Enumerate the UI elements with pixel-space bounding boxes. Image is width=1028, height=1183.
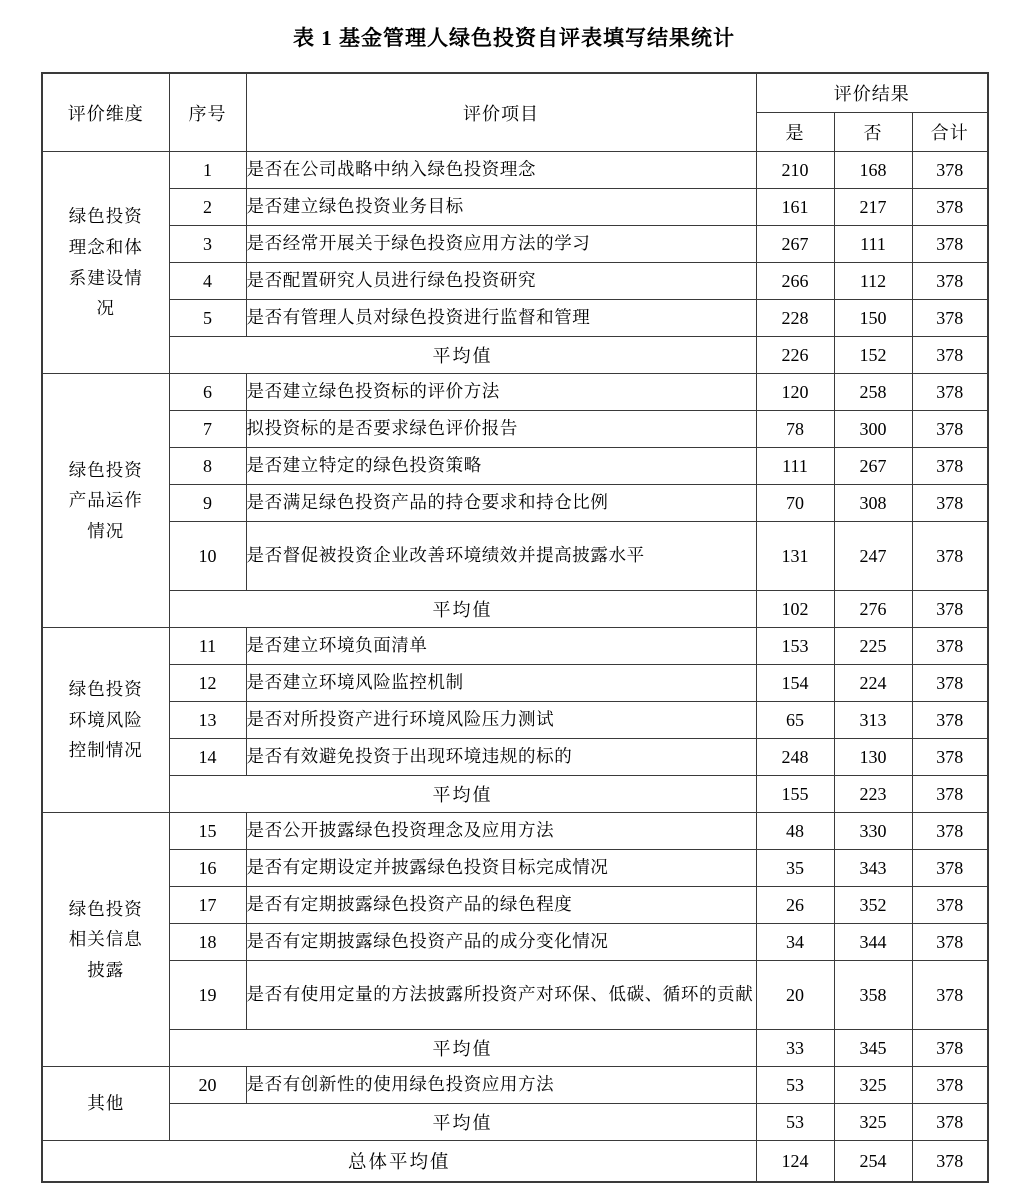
row-total-count: 378 (912, 739, 988, 776)
row-yes-count: 266 (756, 263, 834, 300)
row-item-text: 是否有效避免投资于出现环境违规的标的 (246, 739, 756, 776)
dimension-line: 情况 (87, 520, 125, 541)
dimension-line: 理念和体 (68, 236, 143, 257)
overall-average-no: 254 (834, 1141, 912, 1183)
row-no-count: 325 (834, 1067, 912, 1104)
row-no-count: 130 (834, 739, 912, 776)
dimension-line: 环境风险 (68, 709, 143, 730)
row-item-text: 是否有定期披露绿色投资产品的成分变化情况 (246, 924, 756, 961)
section-average-no: 276 (834, 591, 912, 628)
row-total-count: 378 (912, 665, 988, 702)
section-average-label: 平均值 (169, 1104, 756, 1141)
table-row (42, 887, 988, 924)
section-average-label: 平均值 (169, 337, 756, 374)
dimension-line: 相关信息 (68, 929, 143, 950)
row-item-text: 是否有定期披露绿色投资产品的绿色程度 (246, 887, 756, 924)
row-item-text: 是否满足绿色投资产品的持仓要求和持仓比例 (246, 485, 756, 522)
section-average-no: 223 (834, 776, 912, 813)
row-item-text: 是否有管理人员对绿色投资进行监督和管理 (246, 300, 756, 337)
row-seq: 18 (169, 924, 246, 961)
row-seq: 6 (169, 374, 246, 411)
dimension-line: 控制情况 (68, 740, 143, 761)
row-item-text: 是否公开披露绿色投资理念及应用方法 (246, 813, 756, 850)
dimension-cell-0 (42, 152, 169, 374)
dimension-cell-3 (42, 813, 169, 1067)
header-yes: 是 (756, 113, 834, 152)
row-total-count: 378 (912, 448, 988, 485)
table-row (42, 1067, 988, 1104)
dimension-cell-2 (42, 628, 169, 813)
table-row (42, 263, 988, 300)
row-no-count: 217 (834, 189, 912, 226)
section-average-yes: 102 (756, 591, 834, 628)
row-no-count: 343 (834, 850, 912, 887)
row-total-count: 378 (912, 924, 988, 961)
table-row (42, 628, 988, 665)
row-seq: 5 (169, 300, 246, 337)
row-seq: 7 (169, 411, 246, 448)
section-average-total: 378 (912, 1030, 988, 1067)
row-no-count: 150 (834, 300, 912, 337)
row-yes-count: 65 (756, 702, 834, 739)
row-no-count: 168 (834, 152, 912, 189)
row-no-count: 225 (834, 628, 912, 665)
table-body (42, 152, 988, 1183)
row-yes-count: 154 (756, 665, 834, 702)
row-seq: 13 (169, 702, 246, 739)
row-seq: 14 (169, 739, 246, 776)
dimension-line: 其他 (87, 1093, 125, 1114)
table-header (42, 73, 988, 152)
section-average-no: 325 (834, 1104, 912, 1141)
row-seq: 16 (169, 850, 246, 887)
row-seq: 4 (169, 263, 246, 300)
row-total-count: 378 (912, 189, 988, 226)
row-item-text: 是否建立绿色投资业务目标 (246, 189, 756, 226)
table-row (42, 411, 988, 448)
row-item-text: 是否建立特定的绿色投资策略 (246, 448, 756, 485)
section-average-yes: 226 (756, 337, 834, 374)
row-seq: 9 (169, 485, 246, 522)
table-row (42, 924, 988, 961)
row-no-count: 247 (834, 522, 912, 591)
row-seq: 19 (169, 961, 246, 1030)
row-yes-count: 210 (756, 152, 834, 189)
overall-average-row (42, 1141, 988, 1183)
section-average-total: 378 (912, 591, 988, 628)
row-yes-count: 53 (756, 1067, 834, 1104)
dimension-line: 绿色投资 (68, 679, 143, 700)
row-total-count: 378 (912, 850, 988, 887)
header-dimension: 评价维度 (42, 73, 169, 152)
row-seq: 17 (169, 887, 246, 924)
header-item: 评价项目 (246, 73, 756, 152)
header-row-primary (42, 73, 988, 113)
row-no-count: 313 (834, 702, 912, 739)
row-item-text: 是否督促被投资企业改善环境绩效并提高披露水平 (246, 522, 756, 591)
row-yes-count: 131 (756, 522, 834, 591)
dimension-line: 披露 (87, 959, 125, 980)
row-seq: 11 (169, 628, 246, 665)
table-row (42, 702, 988, 739)
row-no-count: 352 (834, 887, 912, 924)
table-row (42, 813, 988, 850)
section-average-yes: 33 (756, 1030, 834, 1067)
row-no-count: 344 (834, 924, 912, 961)
row-yes-count: 111 (756, 448, 834, 485)
row-item-text: 是否经常开展关于绿色投资应用方法的学习 (246, 226, 756, 263)
row-seq: 8 (169, 448, 246, 485)
header-result-group: 评价结果 (756, 73, 988, 113)
dimension-line: 产品运作 (68, 490, 143, 511)
dimension-line: 绿色投资 (68, 898, 143, 919)
page-title: 表 1 基金管理人绿色投资自评表填写结果统计 (293, 26, 735, 50)
row-seq: 10 (169, 522, 246, 591)
table-row (42, 961, 988, 1030)
evaluation-statistics-table (41, 72, 989, 1183)
row-item-text: 是否建立环境负面清单 (246, 628, 756, 665)
row-item-text: 是否在公司战略中纳入绿色投资理念 (246, 152, 756, 189)
table-row (42, 850, 988, 887)
overall-average-total: 378 (912, 1141, 988, 1183)
section-average-no: 345 (834, 1030, 912, 1067)
row-yes-count: 26 (756, 887, 834, 924)
row-item-text: 是否有使用定量的方法披露所投资产对环保、低碳、循环的贡献 (246, 961, 756, 1030)
row-seq: 12 (169, 665, 246, 702)
header-seq: 序号 (169, 73, 246, 152)
row-yes-count: 78 (756, 411, 834, 448)
table-row (42, 448, 988, 485)
row-yes-count: 20 (756, 961, 834, 1030)
dimension-cell-1 (42, 374, 169, 628)
overall-average-yes: 124 (756, 1141, 834, 1183)
row-no-count: 300 (834, 411, 912, 448)
table-row (42, 665, 988, 702)
row-total-count: 378 (912, 628, 988, 665)
section-average-label: 平均值 (169, 1030, 756, 1067)
header-no: 否 (834, 113, 912, 152)
table-row (42, 300, 988, 337)
dimension-line: 绿色投资 (68, 206, 143, 227)
row-total-count: 378 (912, 887, 988, 924)
row-yes-count: 161 (756, 189, 834, 226)
row-item-text: 是否建立绿色投资标的评价方法 (246, 374, 756, 411)
row-total-count: 378 (912, 263, 988, 300)
row-no-count: 112 (834, 263, 912, 300)
dimension-line: 况 (96, 298, 115, 319)
row-no-count: 330 (834, 813, 912, 850)
table-row (42, 739, 988, 776)
row-yes-count: 228 (756, 300, 834, 337)
row-total-count: 378 (912, 1067, 988, 1104)
row-no-count: 258 (834, 374, 912, 411)
row-no-count: 267 (834, 448, 912, 485)
row-no-count: 111 (834, 226, 912, 263)
row-yes-count: 153 (756, 628, 834, 665)
row-item-text: 拟投资标的是否要求绿色评价报告 (246, 411, 756, 448)
row-total-count: 378 (912, 152, 988, 189)
row-item-text: 是否对所投资产进行环境风险压力测试 (246, 702, 756, 739)
row-item-text: 是否有创新性的使用绿色投资应用方法 (246, 1067, 756, 1104)
row-total-count: 378 (912, 813, 988, 850)
section-average-row (42, 337, 988, 374)
section-average-label: 平均值 (169, 591, 756, 628)
section-average-no: 152 (834, 337, 912, 374)
row-no-count: 308 (834, 485, 912, 522)
row-total-count: 378 (912, 702, 988, 739)
row-yes-count: 35 (756, 850, 834, 887)
section-average-total: 378 (912, 337, 988, 374)
row-item-text: 是否有定期设定并披露绿色投资目标完成情况 (246, 850, 756, 887)
row-yes-count: 34 (756, 924, 834, 961)
row-total-count: 378 (912, 485, 988, 522)
row-yes-count: 120 (756, 374, 834, 411)
table-row (42, 152, 988, 189)
row-seq: 15 (169, 813, 246, 850)
table-row (42, 522, 988, 591)
row-yes-count: 248 (756, 739, 834, 776)
row-yes-count: 70 (756, 485, 834, 522)
table-row (42, 189, 988, 226)
row-yes-count: 267 (756, 226, 834, 263)
table-row (42, 374, 988, 411)
section-average-total: 378 (912, 1104, 988, 1141)
table-row (42, 485, 988, 522)
section-average-yes: 155 (756, 776, 834, 813)
row-total-count: 378 (912, 226, 988, 263)
row-total-count: 378 (912, 961, 988, 1030)
header-total: 合计 (912, 113, 988, 152)
overall-average-label: 总体平均值 (42, 1141, 756, 1183)
row-item-text: 是否建立环境风险监控机制 (246, 665, 756, 702)
section-average-total: 378 (912, 776, 988, 813)
stat-table-wrapper (0, 72, 1028, 1183)
section-average-row (42, 591, 988, 628)
section-average-row (42, 776, 988, 813)
row-total-count: 378 (912, 522, 988, 591)
row-item-text: 是否配置研究人员进行绿色投资研究 (246, 263, 756, 300)
row-seq: 20 (169, 1067, 246, 1104)
row-no-count: 358 (834, 961, 912, 1030)
row-seq: 2 (169, 189, 246, 226)
table-row (42, 226, 988, 263)
dimension-cell-4 (42, 1067, 169, 1141)
row-yes-count: 48 (756, 813, 834, 850)
row-total-count: 378 (912, 300, 988, 337)
row-seq: 1 (169, 152, 246, 189)
dimension-line: 绿色投资 (68, 459, 143, 480)
row-no-count: 224 (834, 665, 912, 702)
section-average-row (42, 1104, 988, 1141)
row-total-count: 378 (912, 374, 988, 411)
section-average-yes: 53 (756, 1104, 834, 1141)
row-total-count: 378 (912, 411, 988, 448)
section-average-label: 平均值 (169, 776, 756, 813)
section-average-row (42, 1030, 988, 1067)
row-seq: 3 (169, 226, 246, 263)
dimension-line: 系建设情 (68, 267, 143, 288)
